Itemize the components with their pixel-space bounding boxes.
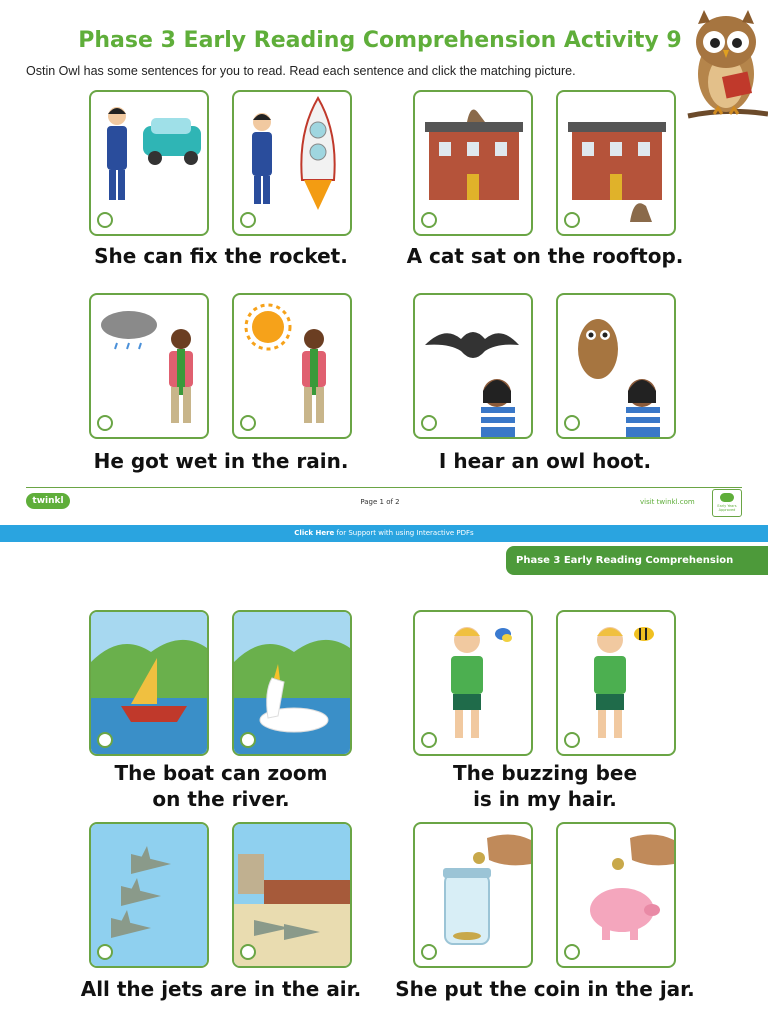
card-boy-bird[interactable] bbox=[413, 610, 533, 756]
card-boy-bee[interactable] bbox=[556, 610, 676, 756]
answer-radio[interactable] bbox=[564, 212, 580, 228]
card-unicorn-float[interactable] bbox=[232, 610, 352, 756]
footer-divider bbox=[26, 487, 742, 488]
answer-radio[interactable] bbox=[240, 944, 256, 960]
sentence-1: She can fix the rocket. bbox=[94, 244, 348, 268]
answer-radio[interactable] bbox=[240, 212, 256, 228]
answer-radio[interactable] bbox=[97, 732, 113, 748]
visit-link[interactable]: visit twinkl.com bbox=[640, 498, 695, 506]
sentence-2: A cat sat on the rooftop. bbox=[406, 244, 684, 268]
answer-radio[interactable] bbox=[97, 212, 113, 228]
sentence-8: She put the coin in the jar. bbox=[395, 977, 695, 1001]
sentence-7: All the jets are in the air. bbox=[80, 977, 362, 1001]
card-girl-owl[interactable] bbox=[556, 293, 676, 439]
card-mechanic-rocket[interactable] bbox=[232, 90, 352, 236]
answer-radio[interactable] bbox=[564, 415, 580, 431]
help-bar bbox=[0, 525, 768, 542]
answer-radio[interactable] bbox=[240, 732, 256, 748]
sentence-6-line-1: The buzzing bee bbox=[452, 761, 638, 785]
card-mechanic-car[interactable] bbox=[89, 90, 209, 236]
twinkl-logo: twinkl bbox=[26, 493, 70, 509]
answer-radio[interactable] bbox=[97, 944, 113, 960]
answer-radio[interactable] bbox=[421, 944, 437, 960]
sentence-4: I hear an owl hoot. bbox=[438, 449, 652, 473]
answer-radio[interactable] bbox=[421, 415, 437, 431]
card-cat-ground[interactable] bbox=[556, 90, 676, 236]
card-cat-rooftop[interactable] bbox=[413, 90, 533, 236]
card-boy-sun[interactable] bbox=[232, 293, 352, 439]
sentence-5-line-1: The boat can zoom bbox=[114, 761, 328, 785]
approved-badge-icon bbox=[712, 489, 742, 517]
card-sailboat[interactable] bbox=[89, 610, 209, 756]
page-title: Phase 3 Early Reading Comprehension Activity 9 bbox=[78, 28, 682, 53]
page-number: Page 1 of 2 bbox=[360, 498, 400, 506]
answer-radio[interactable] bbox=[97, 415, 113, 431]
sentence-5-line-2: on the river. bbox=[152, 787, 290, 811]
help-text: for Support with using Interactive PDFs bbox=[336, 529, 474, 537]
help-link[interactable]: Click Here bbox=[294, 529, 335, 537]
answer-radio[interactable] bbox=[421, 212, 437, 228]
instructions-text: Ostin Owl has some sentences for you to read. Read each sentence and click the matching picture. bbox=[26, 64, 576, 78]
page-2-title-banner: Phase 3 Early Reading Comprehension Activity 9 bbox=[506, 546, 768, 575]
card-coin-piggybank[interactable] bbox=[556, 822, 676, 968]
card-girl-bat[interactable] bbox=[413, 293, 533, 439]
card-jets-sky[interactable] bbox=[89, 822, 209, 968]
answer-radio[interactable] bbox=[240, 415, 256, 431]
card-coin-jar[interactable] bbox=[413, 822, 533, 968]
answer-radio[interactable] bbox=[564, 732, 580, 748]
sentence-3: He got wet in the rain. bbox=[93, 449, 349, 473]
sentence-6-line-2: is in my hair. bbox=[473, 787, 617, 811]
answer-radio[interactable] bbox=[564, 944, 580, 960]
approved-badge-text: Early Years Approved bbox=[717, 504, 737, 512]
card-boy-rain[interactable] bbox=[89, 293, 209, 439]
answer-radio[interactable] bbox=[421, 732, 437, 748]
card-jets-airfield[interactable] bbox=[232, 822, 352, 968]
owl-mascot-illustration bbox=[684, 4, 768, 124]
